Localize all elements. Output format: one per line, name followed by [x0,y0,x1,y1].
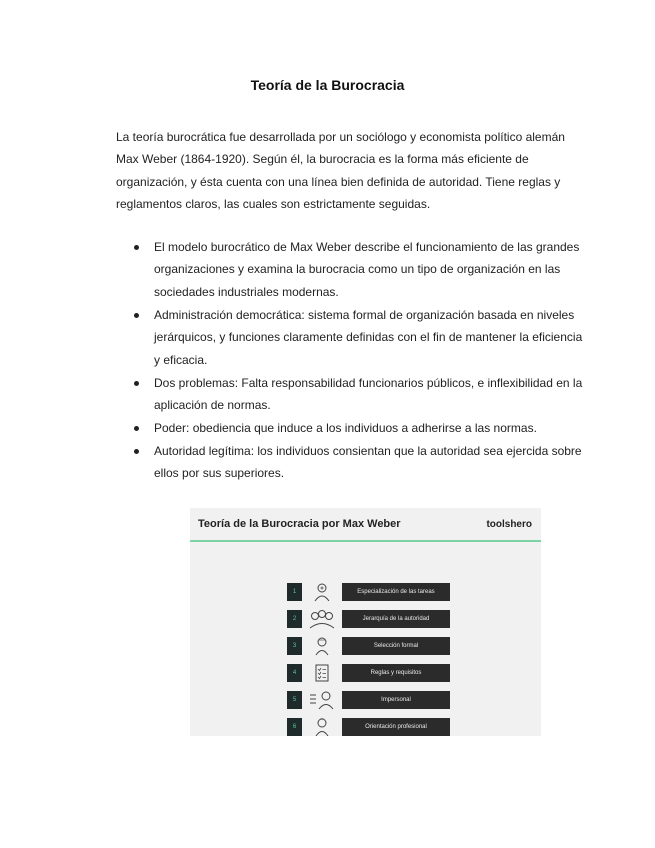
bullet-dot [134,381,139,386]
bullet-text: Autoridad legítima: los individuos consientan que la autoridad sea ejercida sobre ellos por sus superiores. [154,444,582,481]
bullet-dot [134,313,139,318]
bullet-text: Poder: obediencia que induce a los individuos a adherirse a las normas. [154,421,537,436]
figure-row [287,717,450,736]
row-number: 1 [287,583,302,601]
row-number: 3 [287,637,302,655]
list-item [134,236,584,303]
list-item [134,440,584,485]
person-sketch-icon [307,717,337,736]
row-label: Jerarquía de la autoridad [342,610,450,628]
bullet-dot [134,449,139,454]
list-item [134,417,584,439]
row-label: Reglas y requisitos [342,664,450,682]
bullet-dot [134,426,139,431]
people-sketch-icon [307,582,337,602]
row-label: Impersonal [342,691,450,709]
bullet-dot [134,245,139,250]
bullet-text: Administración democrática: sistema formal de organización basada en niveles jerárquicos, y funciones claramente definidas con el fin de mantener la eficiencia y eficacia. [154,307,583,367]
figure-row [287,663,450,683]
figure-row [287,609,450,629]
row-number: 6 [287,718,302,736]
person-list-sketch-icon [307,690,337,710]
figure-rows [287,582,450,736]
row-number: 2 [287,610,302,628]
bullet-text: El modelo burocrático de Max Weber describe el funcionamiento de las grandes organizaciones y examina la burocracia como un tipo de organización en las sociedades industriales modernas. [154,240,580,299]
row-label: Orientación profesional [342,718,450,736]
bureaucracy-figure [190,508,541,736]
bullet-list [134,236,584,485]
row-label: Selección formal [342,637,450,655]
figure-brand-logo: toolshero [486,518,532,530]
figure-row [287,582,450,602]
figure-header [190,508,541,542]
intro-paragraph: La teoría burocrática fue desarrollada por un sociólogo y economista político alemán Max Weber (1864-1920). Según él, la burocracia es la forma más eficiente de organización, y ésta cuenta con una línea bien definida de autoridad. Tiene reglas y reglamentos claros, las cuales son estrictamente seguidas. [116,130,565,212]
row-number: 4 [287,664,302,682]
group-sketch-icon [307,609,337,629]
figure-row [287,636,450,656]
page-title: Teoría de la Burocracia [250,77,405,93]
row-number: 5 [287,691,302,709]
list-item [134,304,584,371]
figure-row [287,690,450,710]
person-sketch-icon [307,636,337,656]
bullet-text: Dos problemas: Falta responsabilidad funcionarios públicos, e inflexibilidad en la aplicación de normas. [154,375,583,413]
row-label: Especialización de las tareas [342,583,450,601]
list-item [134,372,584,417]
checklist-sketch-icon [307,663,337,683]
figure-title: Teoría de la Burocracia por Max Weber [198,518,401,530]
